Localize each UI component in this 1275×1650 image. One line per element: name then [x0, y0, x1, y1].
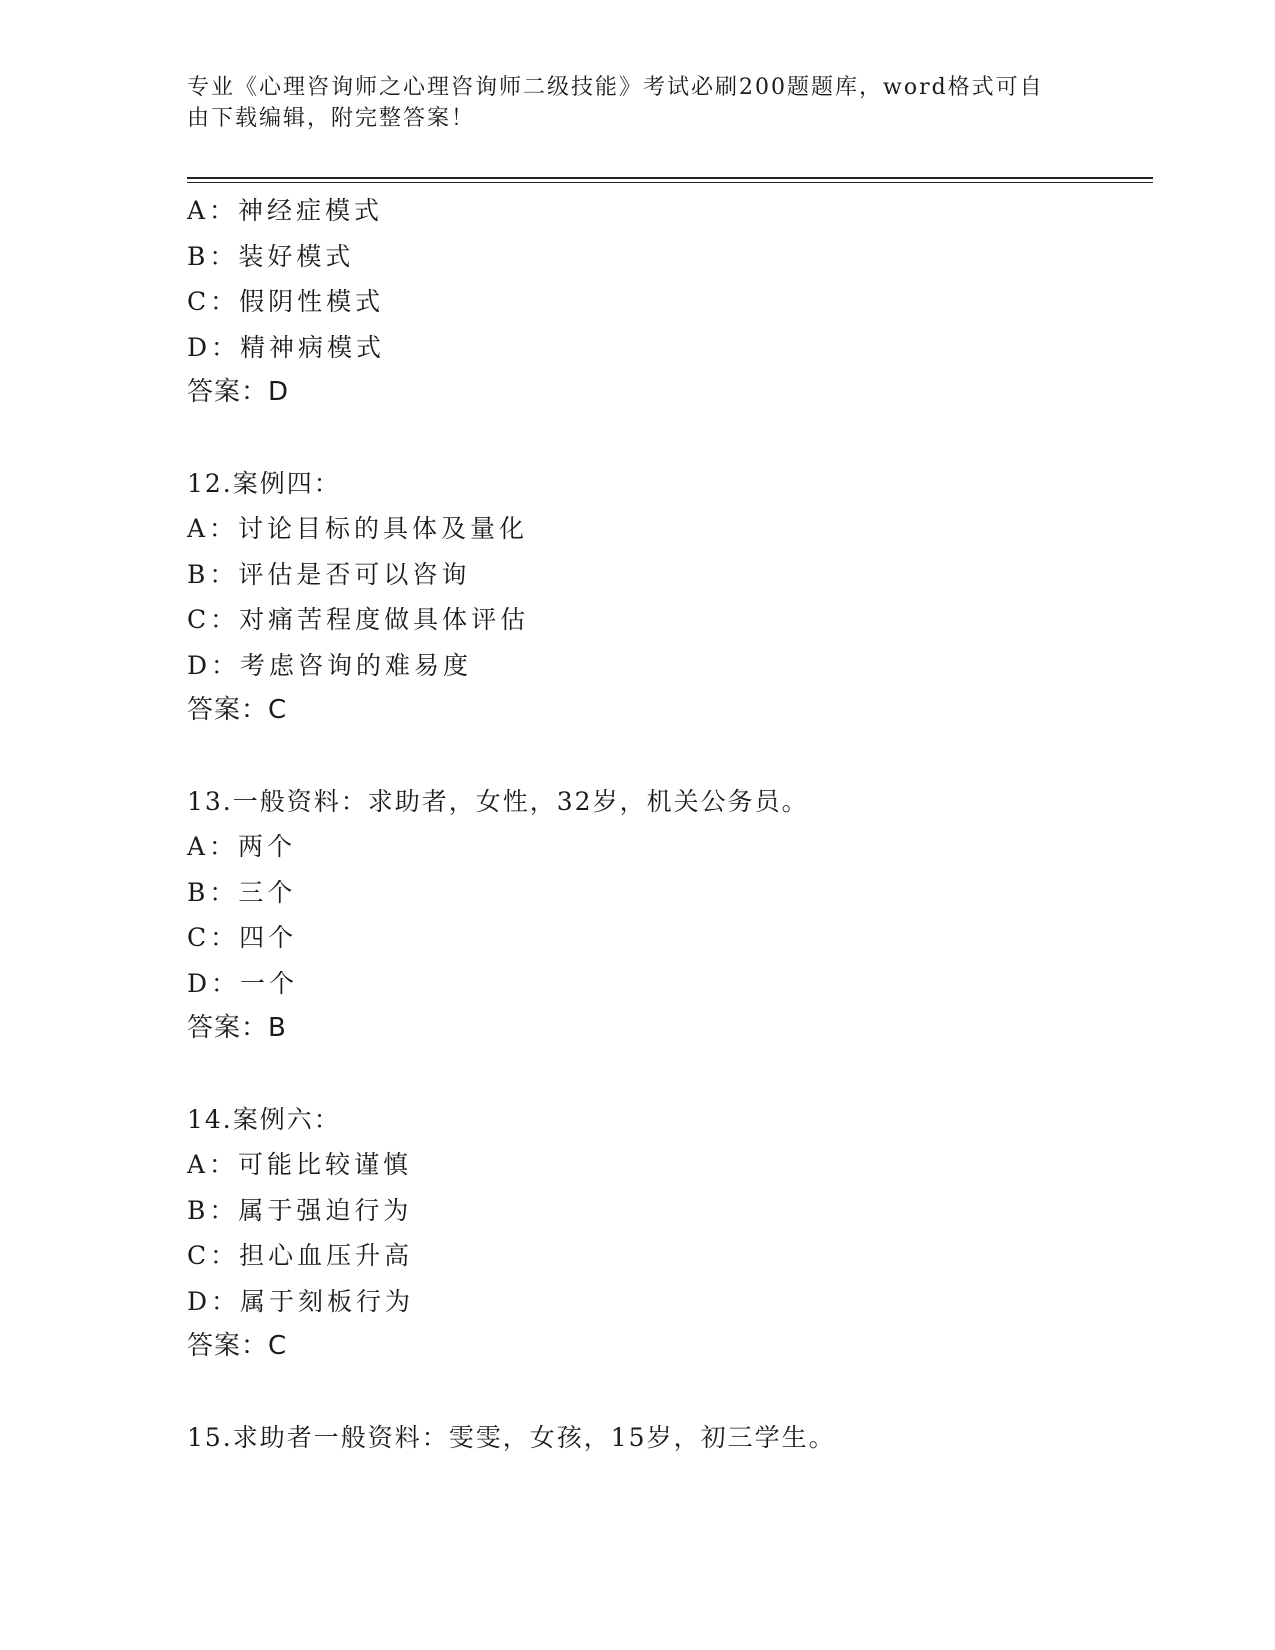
block-spacer	[187, 416, 1153, 461]
option-a: A：讨论目标的具体及量化	[187, 514, 529, 543]
option-a: A：神经症模式	[187, 196, 384, 225]
option-c: C：对痛苦程度做具体评估	[187, 605, 530, 634]
question-block	[187, 188, 1153, 416]
question-block	[187, 461, 1153, 734]
option-c: C：担心血压升高	[187, 1241, 414, 1270]
question-stem: 15.求助者一般资料：雯雯，女孩，15岁，初三学生。	[187, 1422, 836, 1452]
question-block	[187, 1415, 1153, 1461]
answer-line: 答案：C	[187, 1331, 288, 1361]
option-d: D：精神病模式	[187, 332, 386, 362]
option-d: D：属于刻板行为	[187, 1286, 415, 1316]
option-a: A：两个	[187, 832, 297, 861]
option-b: B：属于强迫行为	[187, 1195, 413, 1225]
question-stem: 12.案例四：	[187, 468, 341, 498]
option-b: B：装好模式	[187, 241, 355, 271]
option-d: D：一个	[187, 968, 299, 998]
question-stem: 13.一般资料：求助者，女性，32岁，机关公务员。	[187, 786, 809, 816]
answer-line: 答案：D	[187, 377, 290, 407]
block-spacer	[187, 734, 1153, 779]
header-divider-thick	[187, 177, 1153, 179]
question-block	[187, 779, 1153, 1052]
header-divider-thin	[187, 182, 1153, 183]
answer-line: 答案：B	[187, 1013, 287, 1043]
option-a: A：可能比较谨慎	[187, 1150, 413, 1179]
question-list	[187, 188, 1153, 1460]
option-b: B：三个	[187, 877, 297, 907]
option-b: B：评估是否可以咨询	[187, 559, 471, 589]
header-line-1: 专业《心理咨询师之心理咨询师二级技能》考试必刷200题题库，word格式可自	[187, 75, 1044, 100]
option-c: C：假阴性模式	[187, 287, 385, 316]
question-stem: 14.案例六：	[187, 1104, 341, 1134]
document-header	[187, 72, 1067, 134]
question-block	[187, 1097, 1153, 1370]
answer-line: 答案：C	[187, 695, 288, 725]
header-line-2: 由下载编辑，附完整答案！	[187, 106, 476, 131]
block-spacer	[187, 1052, 1153, 1097]
option-d: D：考虑咨询的难易度	[187, 650, 473, 680]
block-spacer	[187, 1370, 1153, 1415]
option-c: C：四个	[187, 923, 298, 952]
